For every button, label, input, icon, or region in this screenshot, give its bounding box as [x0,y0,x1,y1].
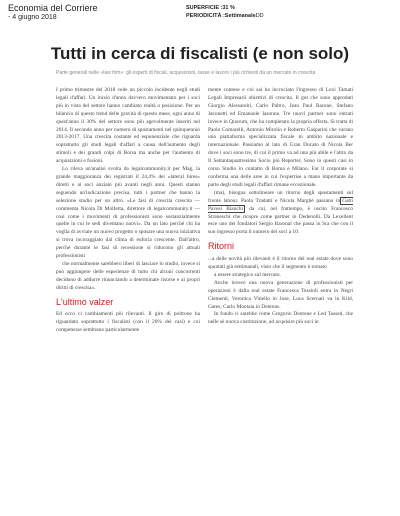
article-column-left [56,87,200,335]
section-subheading: L'ultimo valzer [56,296,114,307]
publication-name: Economia del Corriere [8,3,98,13]
article-lead: Parte generali nelle «law firm»: gli esperti di fiscali, acquisizioni, tasse e lavoro i più richiesti da un mercato in crescita [56,70,316,76]
paragraph: I primo trimestre del 2018 vede un piccolo incidente negli studi legali d'affari. Un inizio d'anno davvero movimentato per i soci più in vista del settore hanno cambiato realtà o posizione. Per un bilancio di questo trend delle gravità di questo mese, ogni anno di quest'anno il 30% del settore sono più agevolmente inseriti nel 2014. Il secondo anno per numero di spostamenti nel quinquennio 2013-2017. Una crescita costante ed esponenziale che riguarda soprattutto gli studi legali d'affari a causa dell'aumento degli stimoli e dei grandi colpi di Borsa ma anche per l'aumento di acquisizioni e fusioni. [56,87,200,165]
publication-date: - 4 giugno 2018 [8,14,57,21]
clipping-header [0,0,400,26]
paragraph: Lo rileva un'analisi svolta da legalcommunity.it per Mag, la grande maggioranza dei registrati il 24,4% dei «lateral hires» diretti e ai soci anziani più avanti negli anni. Questi stanno seguendo un'indicazione precisa, tutti i partner che hanno la selezione studio per un altro. «Le fasi di crescita crescita — commenta Nicola Di Molfetta, direttore di legalcommunity.it — così come i movimenti di professionisti sono sostanzialmente quelle in cui le sedi diventano nuovi». Da un lato perché chi ha voglia di avviare un nuovo progetto o sposare una nuova iniziativa si trova incoraggiato dal clima di euforia crescente. Dall'altro, perché durante le fasi di recessione si riducono gli attuali professionisti [56,166,200,260]
paragraph: mente contese e coi sai ha incrociato l'ingresso di Lexi Tamati Legali Impresarii obiettivi di crescita. Il gut che sono approdati Giorgio Alessandri, Carlo Paltro, Jean Paul Barone, Stefano Jaconetti ed Emanuele Iasonne. Tre nuovi partner sono entrati invece in Quorum, che ha completato la propria offerta. Sì tratta di Paolo Comarelli, Antonio Mirolio e Roberto Gasparini che varano una piattaforma specializzata fiscale in ambito nazionale e internazionale. Passiamo al lato di Gran Ducato di Nicola Ber dove i soci sono tre, di cui il primo va ad una più abile e l'altro da Il Settantaquattresimo Socio più Reporter, Sono in questi casi in corso Studio in contatto di Roma e Milano. Far il corporate si conferma una delle aree in cui l'expertise a mano importante da parte degli studi legali d'affari rimane eccezionale. [208,87,353,188]
paragraph: Ed ecco ci cambiamenti più rilevanti. Il giro di poltrone ha riguardato soprattutto i fiscalisti (con il 20% dei casi) e coi competenze sembrano particolarmente [56,311,200,334]
paragraph: a essere strategico sul mercato. [214,271,281,278]
paragraph: In fondo ci sarebbe come Gregorio Dentone e Led Tassed, che nelle sè nuova costituzione, ad acquisire più soci in [208,311,353,326]
highlighted-firm-name: Gatti Pavesi Bianchi [208,197,353,212]
paragraph: (ma), bisogna sottolineare un ritorno degli spostamenti sul fronte labour. Paola Tradatti e Nicola Marghè passano in Gatti Pavesi Bianchi da cui, nel frattempo, è uscito Francesco Straneschi che ricopre come partner in Dedenolli. Da Lexellent esce uno dei fondatori Sergio Baronal che passa in Sra che con il suo ingresso porta il numero dei soci a 10. [208,189,353,236]
frequency-line: PERIODICITÀ :SettimanaleDD [186,13,264,19]
paragraph: Anche invece una nuova generazione di professionisti per operazioni è dalla real estate Francesca Tessioli entra in Negri Clementi, Veronica Vitiello in Jose, Luca Scernari va in Kild, Gates; Carlo Montaia in Dentons. [208,279,353,310]
paragraph: che normalmente sarebbero liberi di lasciare lo studio, invece si può aggiungere delle esperienze di tutto chi alcuni concorrenti decidono di addurre rinunciando a determinate risorse e ai propri diritti di crescita». [56,260,200,291]
coverage-line: SUPERFICIE :31 % [186,5,235,11]
article-headline: Tutti in cerca di fiscalisti (e non solo) [50,44,350,63]
section-subheading: Ritorni [208,241,235,252]
paragraph: ...a delle novità più rilevanti è il ritorno del real estate dove sono spuntati già settimanali, visto che il segmento è tornato [208,256,353,271]
clipping-meta [186,4,264,20]
article-column-right [208,87,353,327]
